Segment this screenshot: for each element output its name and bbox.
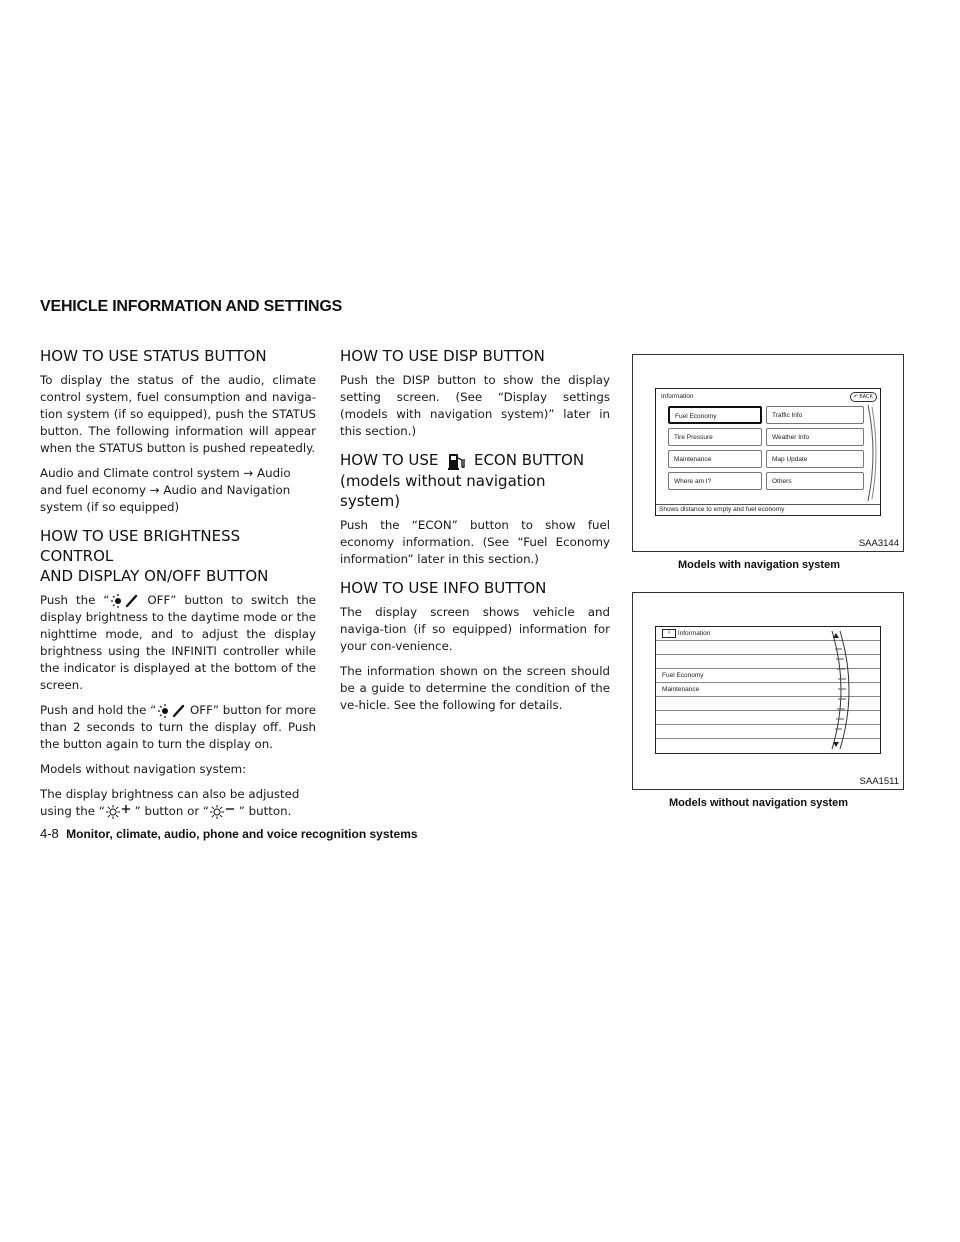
brightness-p4-start: The display brightness can also be adjusted using the “ <box>40 787 300 818</box>
figure-code: SAA1511 <box>859 776 899 787</box>
econ-heading-end: ECON BUTTON <box>473 451 585 469</box>
page-number: 4-8 <box>40 826 59 841</box>
brightness-paragraph-2 <box>40 702 316 753</box>
brightness-p1-end: OFF” button to switch the display brightness to the daytime mode or the nighttime mode, and to adjust the display brightness using the INFINITI controller while the indicator is displayed at the bottom of the screen. <box>40 593 316 692</box>
information-screen-nav <box>655 388 881 516</box>
list-item-fuel-economy: Fuel Economy <box>656 669 880 683</box>
scroll-arc-icon <box>828 629 858 751</box>
info-paragraph-1: The display screen shows vehicle and naviga-tion (if so equipped) information for your con-venience. <box>340 604 610 653</box>
status-paragraph-2: Audio and Climate control system → Audio and fuel economy → Audio and Navigation system (if so equipped) <box>40 466 291 514</box>
back-label: BACK <box>859 394 873 400</box>
econ-heading <box>340 450 610 511</box>
figure-code: SAA3144 <box>858 538 899 549</box>
menu-map-update: Map Update <box>766 450 864 468</box>
brightness-off-icon <box>109 594 139 608</box>
column-left <box>40 346 316 828</box>
menu-tire-pressure: Tire Pressure <box>668 428 762 446</box>
screen-title: Information <box>661 393 694 400</box>
menu-maintenance: Maintenance <box>668 450 762 468</box>
menu-weather-info: Weather Info <box>766 428 864 446</box>
menu-others: Others <box>766 472 864 490</box>
menu-fuel-economy: Fuel Economy <box>668 406 762 424</box>
econ-heading-start: HOW TO USE <box>340 451 439 469</box>
info-icon: i <box>662 629 676 638</box>
brightness-heading-line1: HOW TO USE BRIGHTNESS CONTROL <box>40 527 241 565</box>
chapter-title: Monitor, climate, audio, phone and voice recognition systems <box>66 827 418 841</box>
menu-traffic-info: Traffic Info <box>766 406 864 424</box>
menu-where-am-i: Where am I? <box>668 472 762 490</box>
brightness-p2-end: OFF” button for more than 2 seconds to turn the display off. Push the button again to turn the display on. <box>40 703 316 751</box>
brightness-down-icon <box>209 805 235 819</box>
info-paragraph-2: The information shown on the screen should be a guide to determine the condition of the ve-hicle. See the following for details. <box>340 663 610 712</box>
brightness-p1-start: Push the “ <box>40 593 110 607</box>
brightness-up-icon <box>105 805 131 819</box>
brightness-heading <box>40 526 316 586</box>
info-button-heading: HOW TO USE INFO BUTTON <box>340 578 547 597</box>
caption-without-navigation: Models without navigation system <box>669 797 849 809</box>
brightness-heading-line2: AND DISPLAY ON/OFF BUTTON <box>40 567 269 585</box>
brightness-paragraph-1 <box>40 592 316 694</box>
fuel-pump-icon <box>443 451 469 471</box>
econ-heading-line2: (models without navigation system) <box>340 471 546 510</box>
brightness-p4-end: ” button. <box>235 804 292 818</box>
status-paragraph-1: To display the status of the audio, climate control system, fuel consumption and naviga-tion system (if so equipped), push the STATUS button. The following information will appear when the STATUS button is pushed repeatedly. <box>40 373 316 455</box>
section-header: VEHICLE INFORMATION AND SETTINGS <box>40 298 343 315</box>
back-button: ↶ BACK <box>850 392 877 402</box>
brightness-p2-start: Push and hold the “ <box>40 703 157 717</box>
brightness-off-icon <box>156 704 186 718</box>
status-bar: Shows distance to empty and fuel economy <box>656 504 880 515</box>
econ-paragraph-1: Push the “ECON” button to show fuel economy information. (See “Fuel Economy information” later in this section.) <box>340 517 610 566</box>
list-item-maintenance: Maintenance <box>656 683 880 697</box>
caption-with-navigation: Models with navigation system <box>678 559 840 571</box>
disp-paragraph-1: Push the DISP button to show the display setting screen. (See “Display settings (models with navigation system)” later in this section.) <box>340 373 610 438</box>
information-screen-no-nav <box>655 626 881 754</box>
disp-button-heading: HOW TO USE DISP BUTTON <box>340 347 545 365</box>
column-middle <box>340 346 610 722</box>
screen-arc-decoration <box>866 403 878 503</box>
brightness-p4-middle: ” button or “ <box>130 804 210 818</box>
brightness-paragraph-4 <box>40 786 316 820</box>
page-footer <box>40 826 418 841</box>
status-button-heading: HOW TO USE STATUS BUTTON <box>40 347 267 365</box>
figure-without-navigation <box>632 592 904 790</box>
brightness-paragraph-3: Models without navigation system: <box>40 762 247 776</box>
screen-title: Information <box>677 630 711 637</box>
figure-with-navigation <box>632 354 904 552</box>
